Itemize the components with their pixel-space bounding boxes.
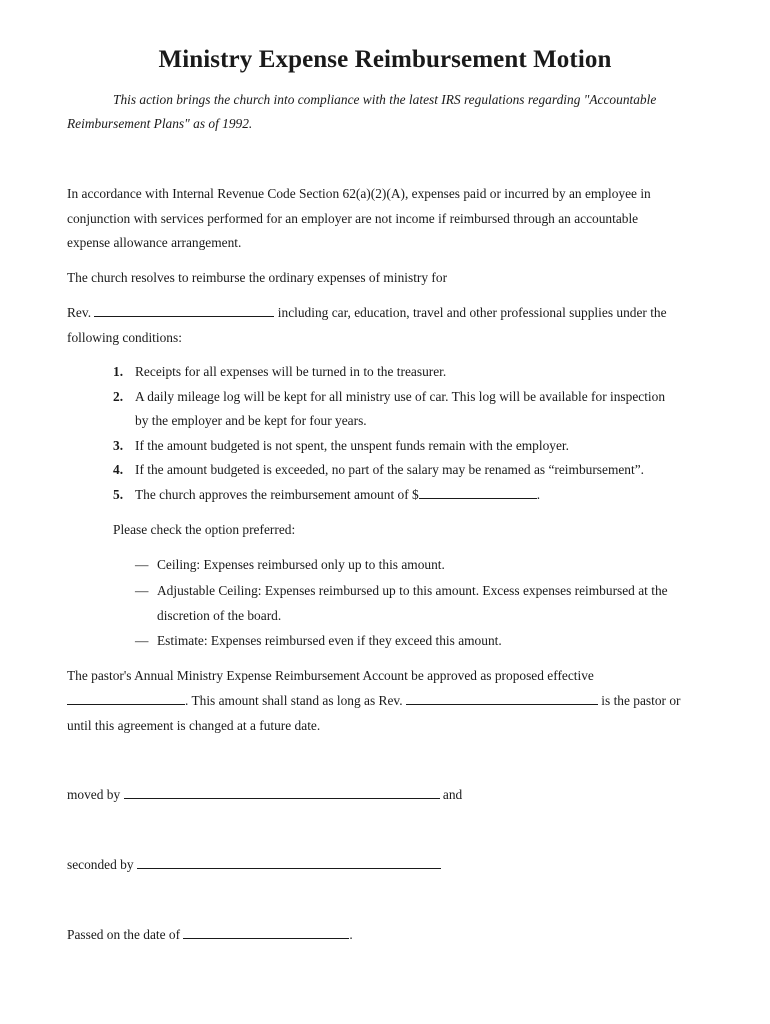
condition-text: The church approves the reimbursement amount of $ bbox=[135, 487, 419, 502]
passed-on-line bbox=[67, 927, 353, 943]
condition-number: 4. bbox=[113, 462, 124, 477]
page-title: Ministry Expense Reimbursement Motion bbox=[158, 46, 612, 73]
para1-line-3: expense allowance arrangement. bbox=[67, 235, 242, 250]
intro-line-1: This action brings the church into compliance with the latest IRS regulations regarding "Accountable bbox=[113, 92, 657, 107]
option-text-continued: discretion of the board. bbox=[157, 608, 282, 623]
account-mid: . This amount shall stand as long as Rev. bbox=[185, 693, 403, 708]
resolve-line: The church resolves to reimburse the ordinary expenses of ministry for bbox=[67, 270, 448, 285]
condition-text: A daily mileage log will be kept for all ministry use of car. This log will be available for inspection bbox=[135, 389, 666, 404]
account-line-1: The pastor's Annual Ministry Expense Reimbursement Account be approved as proposed effective bbox=[67, 668, 594, 683]
option-text: Ceiling: Expenses reimbursed only up to this amount. bbox=[157, 557, 445, 572]
condition-item bbox=[113, 487, 540, 503]
rev-suffix: including car, education, travel and other professional supplies under the bbox=[277, 305, 667, 320]
rev-prefix: Rev. bbox=[67, 305, 92, 320]
intro-line-2: Reimbursement Plans" as of 1992. bbox=[67, 116, 253, 131]
passed-date-blank[interactable] bbox=[183, 927, 349, 939]
seconded-by-blank[interactable] bbox=[137, 857, 441, 869]
condition-text: Receipts for all expenses will be turned in to the treasurer. bbox=[135, 364, 447, 379]
moved-by-label: moved by bbox=[67, 787, 121, 802]
effective-date-blank[interactable] bbox=[67, 693, 185, 705]
option-item[interactable] bbox=[135, 633, 502, 649]
account-line-3: until this agreement is changed at a future date. bbox=[67, 718, 321, 733]
condition-number: 2. bbox=[113, 389, 124, 404]
option-dash: — bbox=[135, 633, 149, 648]
condition-item bbox=[113, 438, 569, 454]
moved-and: and bbox=[442, 787, 463, 802]
option-dash: — bbox=[135, 583, 149, 598]
condition-end: . bbox=[536, 487, 541, 502]
option-dash: — bbox=[135, 557, 149, 572]
option-item[interactable] bbox=[135, 583, 668, 599]
account-end: is the pastor or bbox=[601, 693, 681, 708]
para1-line-1: In accordance with Internal Revenue Code Section 62(a)(2)(A), expenses paid or incurred by an employee in bbox=[67, 186, 651, 201]
seconded-by-label: seconded by bbox=[67, 857, 134, 872]
condition-item bbox=[113, 389, 665, 405]
condition-text: If the amount budgeted is not spent, the unspent funds remain with the employer. bbox=[135, 438, 569, 453]
option-text: Estimate: Expenses reimbursed even if they exceed this amount. bbox=[157, 633, 502, 648]
moved-by-line bbox=[67, 787, 462, 803]
seconded-by-line bbox=[67, 857, 441, 873]
rev-line bbox=[67, 305, 667, 321]
option-item[interactable] bbox=[135, 557, 445, 573]
pastor-name-blank[interactable] bbox=[406, 693, 598, 705]
condition-number: 1. bbox=[113, 364, 124, 379]
following-conditions: following conditions: bbox=[67, 330, 182, 345]
condition-text-continued: by the employer and be kept for four years. bbox=[135, 413, 367, 428]
moved-by-blank[interactable] bbox=[124, 787, 440, 799]
passed-end: . bbox=[349, 927, 353, 942]
rev-name-blank[interactable] bbox=[94, 305, 274, 317]
condition-number: 3. bbox=[113, 438, 124, 453]
condition-number: 5. bbox=[113, 487, 124, 502]
para1-line-2: conjunction with services performed for an employer are not income if reimbursed through an accountable bbox=[67, 211, 639, 226]
option-text: Adjustable Ceiling: Expenses reimbursed up to this amount. Excess expenses reimbursed at the bbox=[157, 583, 668, 598]
passed-on-label: Passed on the date of bbox=[67, 927, 181, 942]
check-option-label: Please check the option preferred: bbox=[113, 522, 296, 537]
condition-item bbox=[113, 364, 446, 380]
reimbursement-amount-blank[interactable] bbox=[419, 487, 537, 499]
condition-text: If the amount budgeted is exceeded, no part of the salary may be renamed as “reimbursement”. bbox=[135, 462, 645, 477]
condition-item bbox=[113, 462, 644, 478]
account-line-2 bbox=[67, 693, 681, 709]
